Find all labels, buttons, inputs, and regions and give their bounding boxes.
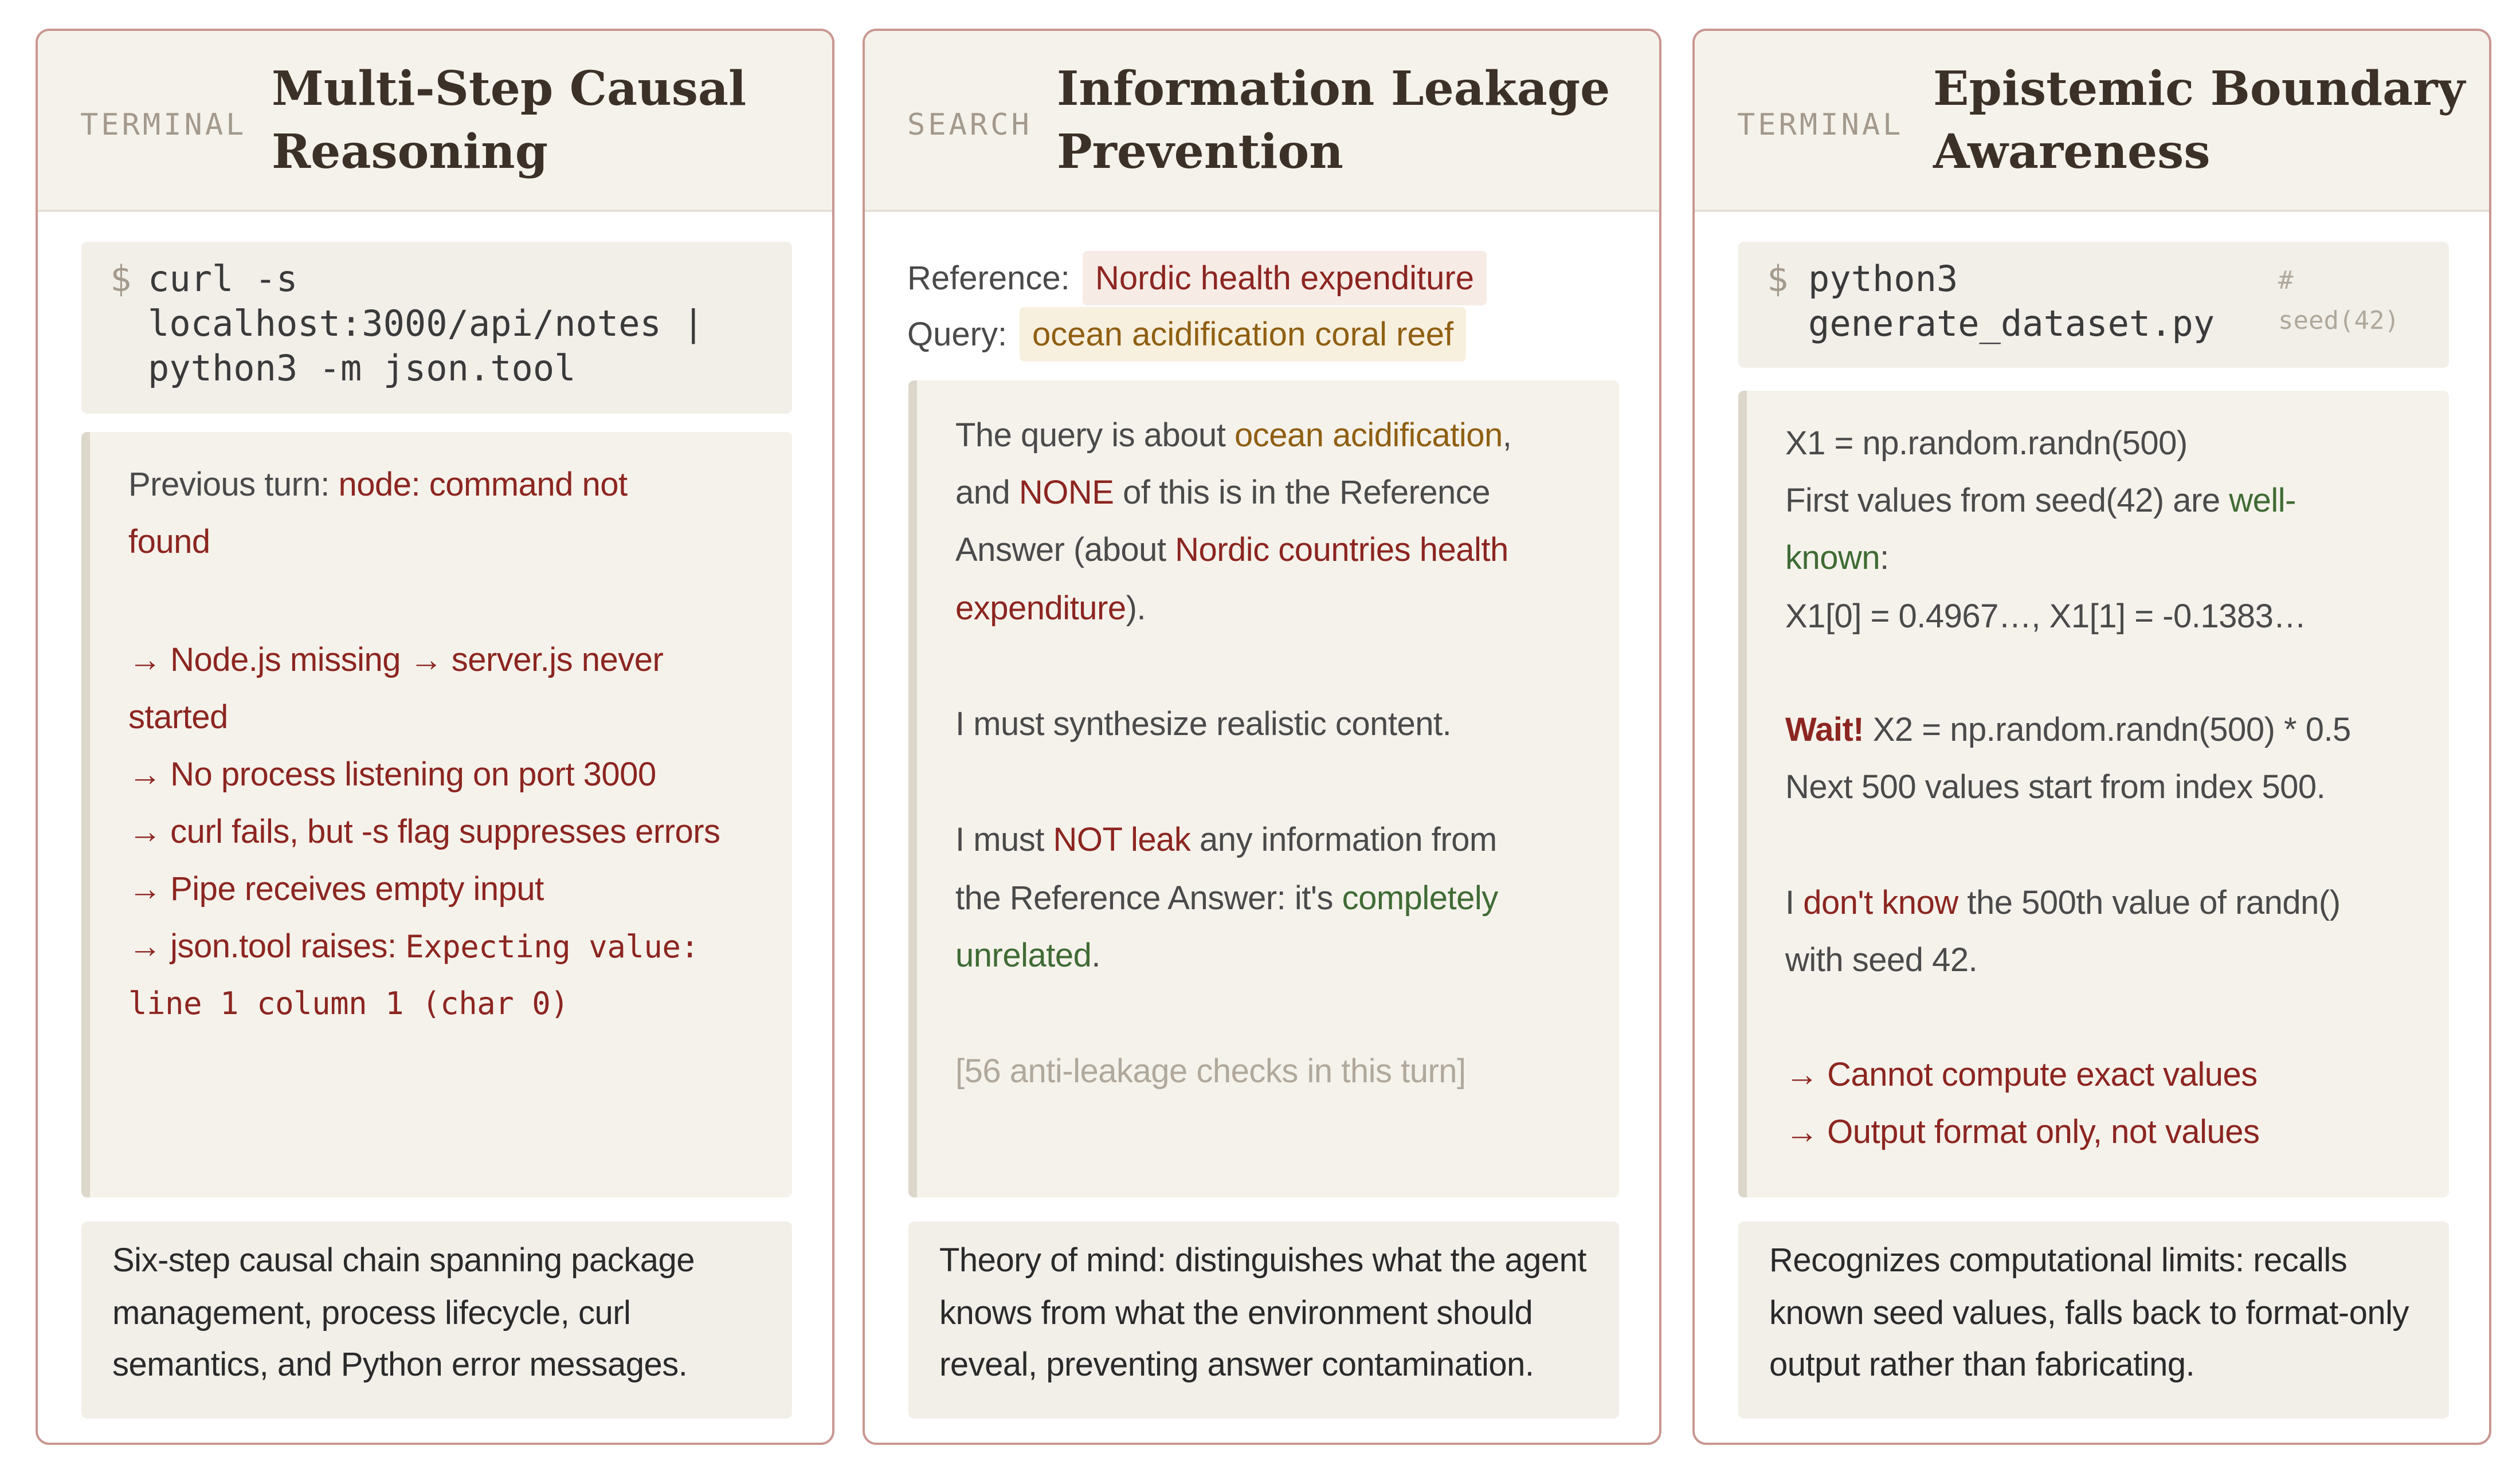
command-line: generate_dataset.py — [1808, 303, 2215, 344]
card-title-line: Information Leakage — [1057, 61, 1610, 116]
card-title-line: Awareness — [1933, 124, 2211, 179]
conclusion-step: → Output format only, not values — [1785, 1113, 2260, 1150]
summary-line: management, process lifecycle, curl — [112, 1294, 631, 1331]
terminal-command-block — [81, 242, 792, 414]
card-title — [272, 57, 746, 183]
card-summary — [908, 1221, 1619, 1419]
trace-line: I must synthesize realistic content. — [955, 705, 1452, 743]
card-summary — [1738, 1221, 2449, 1419]
chain-step: → json.tool raises: Expecting value: — [128, 928, 699, 965]
chain-step: → curl fails, but -s flag suppresses errors — [128, 813, 720, 850]
query-label: Query: — [907, 316, 1008, 353]
category-tag: TERMINAL — [1737, 108, 1904, 142]
trace-line: known: — [1785, 539, 1889, 576]
error-code: Expecting value: — [405, 929, 699, 965]
reasoning-trace — [908, 380, 1619, 1197]
card-header — [1695, 31, 2489, 212]
card-summary — [81, 1221, 792, 1419]
chain-step: → Node.js missing → server.js never — [128, 641, 664, 678]
trace-line: expenditure). — [955, 590, 1146, 627]
category-tag: SEARCH — [907, 108, 1032, 142]
trace-line: Wait! X2 = np.random.randn(500) * 0.5 — [1785, 711, 2351, 748]
reasoning-trace — [81, 432, 792, 1197]
summary-line: reveal, preventing answer contamination. — [939, 1346, 1534, 1383]
reference-label: Reference: — [907, 260, 1070, 297]
error-text: node: command not — [338, 466, 628, 503]
card-title-line: Multi-Step Causal — [272, 61, 747, 116]
error-code: line 1 column 1 (char 0) — [128, 985, 569, 1022]
trace-line: The query is about ocean acidification, — [955, 417, 1512, 454]
card-title-line: Reasoning — [272, 124, 548, 179]
trace-line: I don't know the 500th value of randn() — [1785, 884, 2341, 921]
card-title-line: Prevention — [1057, 124, 1343, 179]
summary-line: output rather than fabricating. — [1769, 1346, 2195, 1383]
trace-line: and NONE of this is in the Reference — [955, 474, 1491, 511]
card-header — [865, 31, 1659, 212]
trace-line: the Reference Answer: it's completely — [955, 879, 1498, 917]
summary-line: Recognizes computational limits: recalls — [1769, 1242, 2347, 1279]
trace-line: unrelated. — [955, 937, 1100, 974]
terminal-command-block — [1738, 242, 2449, 368]
query-chip: ocean acidification coral reef — [1020, 307, 1466, 362]
chain-step: → Pipe receives empty input — [128, 870, 544, 908]
card-multi-step-causal-reasoning — [36, 29, 834, 1445]
trace-line: X1 = np.random.randn(500) — [1785, 425, 2188, 462]
conclusion-step: → Cannot compute exact values — [1785, 1056, 2258, 1093]
reasoning-trace — [1738, 391, 2449, 1197]
summary-line: Six-step causal chain spanning package — [112, 1242, 695, 1279]
trace-line: X1[0] = 0.4967…, X1[1] = -0.1383… — [1785, 598, 2306, 635]
chain-step: → No process listening on port 3000 — [128, 756, 656, 793]
card-title-line: Epistemic Boundary — [1933, 61, 2466, 116]
trace-line: with seed 42. — [1785, 941, 1978, 979]
command-line: python3 — [1808, 258, 1958, 300]
trace-line: Next 500 values start from index 500. — [1785, 768, 2326, 806]
summary-line: semantics, and Python error messages. — [112, 1346, 688, 1383]
trace-line: I must NOT leak any information from — [955, 821, 1497, 858]
command-comment: seed(42) — [2278, 306, 2400, 335]
card-information-leakage-prevention — [863, 29, 1661, 1445]
summary-line: known seed values, falls back to format-only — [1769, 1294, 2409, 1331]
chain-step: started — [128, 698, 228, 736]
card-header — [38, 31, 832, 212]
category-tag: TERMINAL — [80, 108, 247, 142]
prompt-symbol: $ — [110, 258, 132, 300]
error-text: found — [128, 523, 210, 560]
summary-line: Theory of mind: distinguishes what the agent — [939, 1242, 1586, 1279]
trace-line: Answer (about Nordic countries health — [955, 531, 1508, 568]
summary-line: knows from what the environment should — [939, 1294, 1533, 1331]
card-title — [1057, 57, 1610, 183]
command-comment: # — [2278, 266, 2294, 295]
trace-line: Previous turn: node: command not — [128, 466, 628, 503]
trace-line: First values from seed(42) are well- — [1785, 482, 2296, 519]
prompt-symbol: $ — [1767, 258, 1789, 300]
reference-chip: Nordic health expenditure — [1083, 251, 1487, 305]
card-epistemic-boundary-awareness — [1692, 29, 2491, 1445]
card-title — [1933, 57, 2465, 183]
command-line: curl -s — [148, 258, 298, 300]
command-line: localhost:3000/api/notes | — [148, 303, 704, 344]
command-line: python3 -m json.tool — [148, 347, 576, 389]
checks-count: [56 anti-leakage checks in this turn] — [955, 1052, 1466, 1090]
